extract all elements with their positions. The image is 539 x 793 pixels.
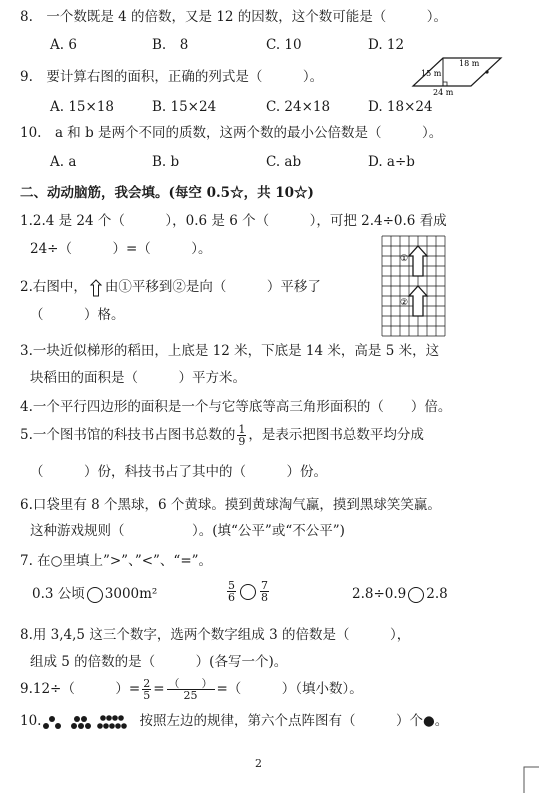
fill-3-line2: 块稻田的面积是（ ）平方米。 — [30, 370, 246, 386]
compare-1-right: 3000m² — [104, 586, 158, 602]
section-2-title: 二、动动脑筋，我会填。(每空 0.5☆，共 10☆) — [20, 185, 314, 201]
fraction-1-9 — [237, 424, 246, 447]
fill-5-post: ，是表示把图书总数平均分成 — [248, 427, 424, 443]
compare-2 — [225, 580, 271, 603]
dot-pattern-figure — [41, 714, 139, 730]
q9-option-a: A. 15×18 — [50, 99, 114, 115]
fraction-blank-25: $\frac{( )}{25}$ — [168, 677, 213, 702]
q9-option-c: C. 24×18 — [266, 99, 331, 115]
q8-option-b: B. 8 — [152, 37, 189, 53]
fill-5-den: 9 — [238, 435, 246, 448]
compare-circle-2[interactable] — [240, 584, 256, 600]
fill-2-line1 — [20, 278, 321, 297]
fraction-2-5: $\frac{2}{5}$ — [143, 677, 151, 702]
fill-10-pre: 10. — [20, 713, 42, 729]
fill-9-line1 — [20, 676, 363, 702]
fraction-7-8: $\frac{7}{8}$ — [261, 579, 268, 604]
fill-10-text: 按照左边的规律，第六个点阵图有（ ）个●。 — [139, 713, 449, 729]
fill-2-line2: （ ）格。 — [30, 307, 125, 323]
fill-6-line2: 这种游戏规则（ ）。(填“公平”或“不公平”) — [30, 523, 345, 539]
fill-8-line1: 8.用 3,4,5 这三个数字，选两个数字组成 3 的倍数是（ ）， — [20, 627, 411, 643]
arrow-shape-2 — [409, 286, 427, 316]
q9-stem: 9. 要计算右图的面积，正确的列式是（ ）。 — [20, 69, 324, 85]
arrow-shape-1 — [409, 246, 427, 276]
fill-4-line1: 4.一个平行四边形的面积是一个与它等底等高三角形面积的（ ）倍。 — [20, 399, 452, 415]
q10-option-b: B. b — [152, 154, 180, 170]
q10-option-c: C. ab — [266, 154, 302, 170]
fill-6-line1: 6.口袋里有 8 个黑球，6 个黄球。摸到黄球淘气赢，摸到黑球笑笑赢。 — [20, 497, 441, 513]
figure-side-label: 15 m — [421, 69, 442, 78]
fill-5-line1 — [20, 424, 424, 447]
corner-mark — [522, 765, 539, 793]
fill-8-line2: 组成 5 的倍数的是（ ）(各写一个)。 — [30, 654, 288, 670]
page-number: 2 — [255, 757, 262, 770]
q8-option-c: C. 10 — [266, 37, 302, 53]
fill-2-prefix: 2.右图中， — [20, 279, 87, 295]
compare-3-right: 2.8 — [426, 586, 448, 602]
figure-top-label: 18 m — [459, 59, 480, 68]
compare-circle-3[interactable] — [408, 587, 424, 603]
fill-7-line1: 7. 在○里填上”>”、”<”、“=”。 — [20, 553, 213, 569]
fraction-5-6: $\frac{5}{6}$ — [228, 579, 235, 604]
q10-stem: 10. a 和 b 是两个不同的质数，这两个数的最小公倍数是（ ）。 — [20, 125, 443, 141]
fill-2-suffix: 由①平移到②是向（ ）平移了 — [104, 279, 321, 295]
figure-base-label: 24 m — [433, 88, 454, 97]
grid-mark-1: ① — [400, 254, 409, 264]
fill-5-line2: （ ）份，科技书占了其中的（ ）份。 — [30, 464, 327, 480]
compare-1 — [32, 585, 157, 603]
q9-option-b: B. 15×24 — [152, 99, 217, 115]
grid-mark-2: ② — [400, 298, 409, 308]
q8-option-d: D. 12 — [368, 37, 405, 53]
fill-9-pre: 9.12÷（ ）= — [20, 681, 141, 697]
fill-1-line1: 1.2.4 是 24 个（ ），0.6 是 6 个（ ），可把 2.4÷0.6 看成 — [20, 213, 447, 229]
q10-option-a: A. a — [50, 154, 77, 170]
translation-grid-figure — [382, 236, 446, 338]
q9-option-d: D. 18×24 — [368, 99, 433, 115]
parallelogram-figure — [405, 52, 515, 96]
fill-9-eq: = — [153, 681, 165, 697]
fill-10-line1 — [20, 712, 448, 730]
fill-9-post: =（ ）（填小数）。 — [216, 681, 363, 697]
fill-3-line1: 3.一块近似梯形的稻田，上底是 12 米，下底是 14 米，高是 5 米，这 — [20, 343, 440, 359]
fill-1-line2: 24÷（ ）=（ ）。 — [30, 241, 212, 257]
q8-stem: 8. 一个数既是 4 的倍数，又是 12 的因数，这个数可能是（ ）。 — [20, 9, 448, 25]
small-arrow-icon — [90, 279, 102, 297]
compare-1-left: 0.3 公顷 — [32, 586, 85, 602]
q10-option-d: D. a÷b — [368, 154, 415, 170]
fill-5-num: 1 — [238, 423, 246, 436]
compare-circle-1[interactable] — [87, 587, 103, 603]
q8-option-a: A. 6 — [50, 37, 77, 53]
compare-3-left: 2.8÷0.9 — [352, 586, 407, 602]
compare-3 — [352, 585, 448, 603]
fill-5-pre: 5.一个图书馆的科技书占图书总数的 — [20, 427, 236, 443]
